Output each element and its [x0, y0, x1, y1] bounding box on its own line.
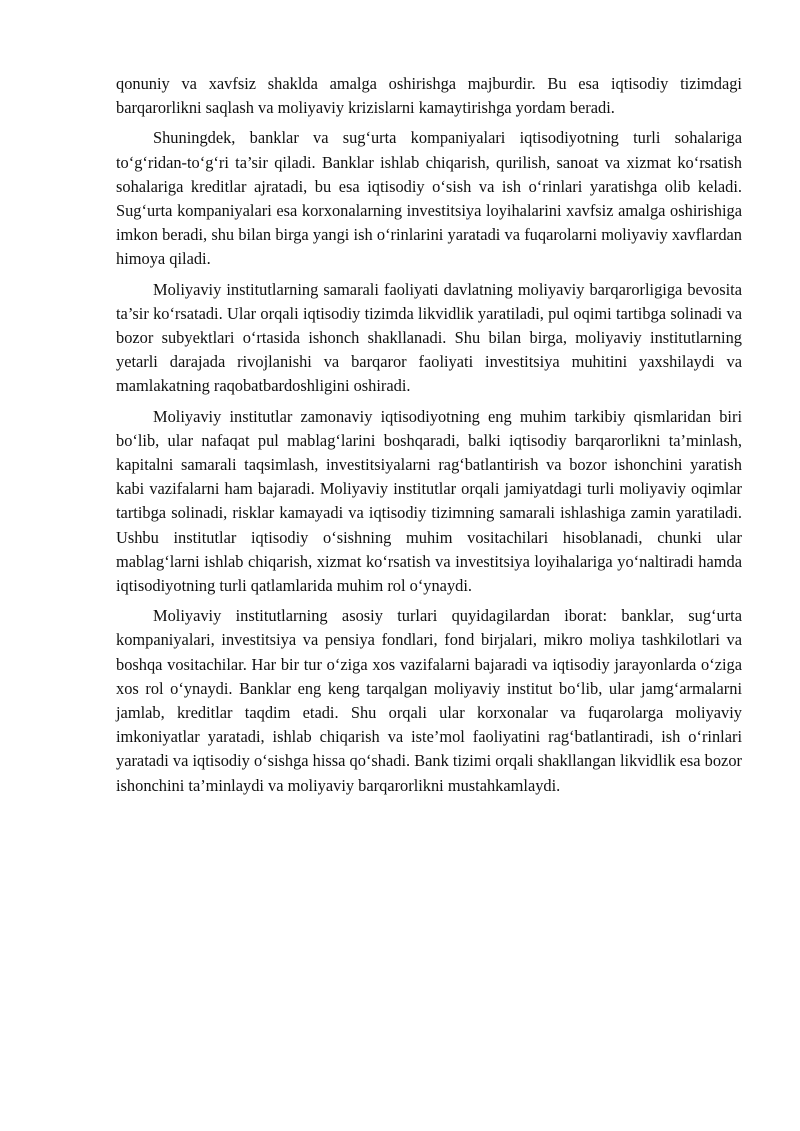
document-page	[116, 72, 742, 804]
paragraph-continuation: qonuniy va xavfsiz shaklda amalga oshirishga majburdir. Bu esa iqtisodiy tizimdagi barqarorlikni saqlash va moliyaviy krizislarni kamaytirishga yordam beradi.	[116, 74, 742, 118]
paragraph-banks-insurance: Shuningdek, banklar va sug‘urta kompaniyalari iqtisodiyotning turli sohalariga to‘g‘ridan-to‘g‘ri ta’sir qiladi. Banklar ishlab chiqarish, qurilish, sanoat va xizmat ko‘rsatish sohalariga kreditlar ajratadi, bu esa iqtisodiy o‘sish va ish o‘rinlari yaratishga olib keladi. Sug‘urta kompaniyalari esa korxonalarning investitsiya loyihalarini xavfsiz amalga oshirishiga imkon beradi, shu bilan birga yangi ish o‘rinlarini yaratadi va fuqarolarni moliyaviy xavflardan himoya qiladi.	[116, 128, 742, 269]
paragraph-financial-stability: Moliyaviy institutlarning samarali faoliyati davlatning moliyaviy barqarorligiga bevosita ta’sir ko‘rsatadi. Ular orqali iqtisodiy tizimda likvidlik yaratiladi, pul oqimi tartibga solinadi va bozor subyektlari o‘rtasida ishonch shakllanadi. Shu bilan birga, moliyaviy institutlarning yetarli darajada rivojlanishi va barqaror faoliyati investitsiya muhitini yaxshilaydi va mamlakatning raqobatbardoshligini oshiradi.	[116, 279, 742, 396]
paragraph-institution-types: Moliyaviy institutlarning asosiy turlari quyidagilardan iborat: banklar, sug‘urta kompaniyalari, investitsiya va pensiya fondlari, fond birjalari, mikro moliya tashkilotlari va boshqa vositachilar. Har bir tur o‘ziga xos vazifalarni bajaradi va iqtisodiy jarayonlarda o‘ziga xos rol o‘ynaydi. Banklar eng keng tarqalgan moliyaviy institut bo‘lib, ular jamg‘armalarni jamlab, kreditlar taqdim etadi. Shu orqali ular korxonalar va fuqarolarga moliyaviy imkoniyatlar yaratadi, ishlab chiqarish va iste’mol faoliyatini rag‘batlantiradi, ish o‘rinlari yaratadi va iqtisodiy o‘sishga hissa qo‘shadi. Bank tizimi orqali shakllangan likvidlik esa bozor ishonchini ta’minlaydi va moliyaviy barqarorlikni mustahkamlaydi.	[116, 606, 742, 795]
paragraph-modern-economy: Moliyaviy institutlar zamonaviy iqtisodiyotning eng muhim tarkibiy qismlaridan biri bo‘lib, ular nafaqat pul mablag‘larini boshqaradi, balki iqtisodiy barqarorlikni ta’minlash, kapitalni samarali taqsimlash, investitsiyalarni rag‘batlantirish va bozor ishonchini yaratish kabi vazifalarni ham bajaradi. Moliyaviy institutlar orqali jamiyatdagi turli moliyaviy oqimlar tartibga solinadi, risklar kamayadi va iqtisodiy tizimning samarali ishlashiga zamin yaratiladi. Ushbu institutlar iqtisodiy o‘sishning muhim vositachilari hisoblanadi, chunki ular mablag‘larni ishlab chiqarish, xizmat ko‘rsatish va investitsiya loyihalariga yo‘naltiradi hamda iqtisodiyotning turli qatlamlarida muhim rol o‘ynaydi.	[116, 406, 742, 596]
